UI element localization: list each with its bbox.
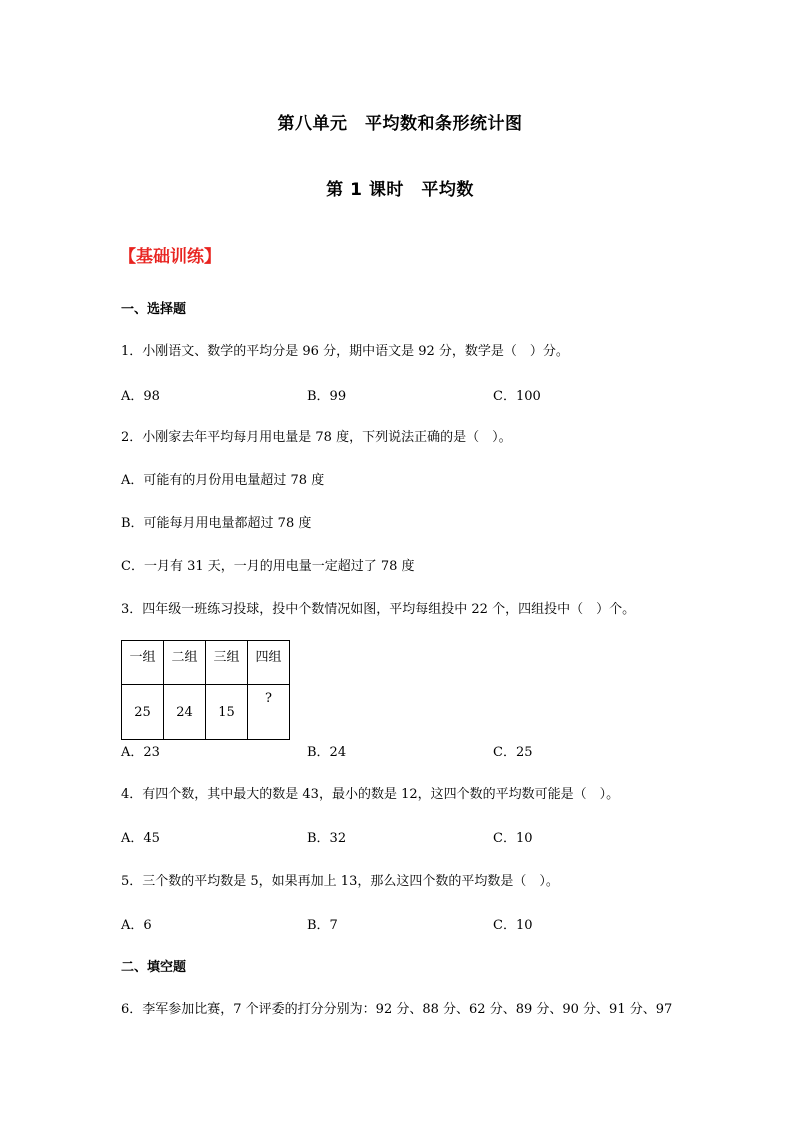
table-header-cell: 一组 [122,641,164,685]
question-3: 3．四年级一班练习投球，投中个数情况如图，平均每组投中 22 个，四组投中（ ）个。 [121,602,636,617]
section-basic-training: 【基础训练】 [119,247,221,267]
lesson-title: 第 1 课时 平均数 [326,180,474,200]
q2-option-c: C．一月有 31 天，一月的用电量一定超过了 78 度 [121,559,415,574]
q1-option-c: C．100 [493,389,541,404]
table-value-cell: 24 [164,685,206,740]
q4-option-b: B．32 [307,831,347,846]
q1-option-a: A．98 [121,389,160,404]
q4-option-a: A．45 [121,831,160,846]
q3-score-table [121,640,290,740]
table-header-row [122,641,290,685]
part1-heading: 一、选择题 [121,302,187,317]
q1-option-b: B．99 [307,389,347,404]
q2-option-b: B．可能每月用电量都超过 78 度 [121,516,312,531]
question-1: 1．小刚语文、数学的平均分是 96 分，期中语文是 92 分，数学是（ ）分。 [121,344,569,359]
table-value-cell: 25 [122,685,164,740]
question-2: 2．小刚家去年平均每月用电量是 78 度，下列说法正确的是（ ）。 [121,430,512,445]
q3-option-b: B．24 [307,745,347,760]
q5-option-a: A．6 [121,918,152,933]
question-6: 6．李军参加比赛，7 个评委的打分分别为：92 分、88 分、62 分、89 分、90 分、91 分、97 [121,1002,673,1017]
q2-option-a: A．可能有的月份用电量超过 78 度 [121,473,325,488]
question-4: 4．有四个数，其中最大的数是 43，最小的数是 12，这四个数的平均数可能是（ ）。 [121,787,620,802]
table-value-cell: ? [248,685,290,740]
question-5: 5．三个数的平均数是 5，如果再加上 13，那么这四个数的平均数是（ ）。 [121,874,559,889]
q5-option-b: B．7 [307,918,338,933]
table-value-cell: 15 [206,685,248,740]
table-header-cell: 三组 [206,641,248,685]
q3-option-a: A．23 [121,745,160,760]
part2-heading: 二、填空题 [121,960,187,975]
table-header-cell: 二组 [164,641,206,685]
q4-option-c: C．10 [493,831,533,846]
q3-option-c: C．25 [493,745,533,760]
table-value-row [122,685,290,740]
table-header-cell: 四组 [248,641,290,685]
unit-title: 第八单元 平均数和条形统计图 [277,114,523,134]
q5-option-c: C．10 [493,918,533,933]
